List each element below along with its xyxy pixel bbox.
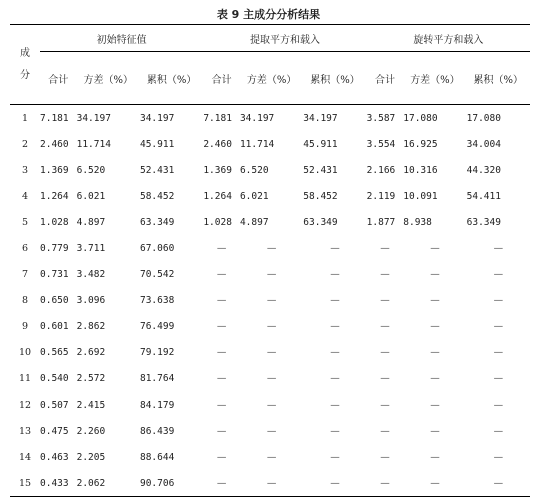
table-row [10, 157, 530, 183]
table-row [10, 131, 530, 157]
table-cell: 34.197 [139, 112, 175, 124]
table-cell: 1.369 [40, 164, 69, 176]
table-cell: — [380, 477, 390, 489]
table-row [10, 105, 530, 132]
table-cell: — [430, 399, 440, 411]
table-cell: 0.433 [40, 477, 69, 489]
table-cell: 17.080 [403, 112, 438, 124]
table-cell: — [266, 321, 277, 333]
component-number: 5 [21, 216, 29, 228]
table-cell: 3.096 [76, 295, 106, 307]
table-cell: — [216, 347, 227, 359]
table-cell: 1.028 [203, 216, 232, 228]
table-cell: — [330, 295, 340, 307]
table-cell: — [330, 243, 340, 255]
table-cell: 3.482 [76, 269, 106, 281]
sub-cumulative: 累积（%） [146, 74, 197, 86]
table-cell: — [493, 295, 504, 307]
table-cell: — [216, 399, 227, 411]
component-number: 12 [18, 399, 32, 411]
table-row [10, 392, 530, 418]
table-cell: — [330, 399, 340, 411]
table-cell: 73.638 [139, 295, 175, 307]
table-cell: — [266, 243, 277, 255]
component-number: 14 [18, 451, 32, 463]
table-cell: 0.779 [40, 243, 69, 255]
header-group-row [10, 25, 530, 52]
table-cell: 58.452 [303, 190, 338, 202]
table-cell: 1.028 [40, 216, 69, 228]
component-number: 8 [21, 295, 29, 307]
table-cell: 63.349 [466, 216, 501, 228]
table-cell: 3.587 [366, 112, 396, 124]
table-cell: 6.021 [239, 190, 269, 202]
table-cell: 10.091 [403, 190, 438, 202]
table-cell: — [330, 269, 340, 281]
table-row [10, 444, 530, 470]
table-cell: 0.731 [40, 269, 69, 281]
table-cell: — [216, 425, 227, 437]
table-cell: — [380, 243, 390, 255]
pca-results-table [10, 24, 530, 497]
table-cell: — [493, 477, 504, 489]
group-rotation-loadings: 旋转平方和载入 [367, 25, 530, 52]
table-cell: — [430, 321, 440, 333]
table-cell: — [430, 243, 440, 255]
table-cell: — [216, 373, 227, 385]
table-cell: 34.197 [76, 112, 111, 124]
table-cell: 52.431 [139, 164, 175, 176]
table-cell: — [380, 425, 390, 437]
table-cell: 2.260 [76, 425, 106, 437]
table-cell: — [216, 269, 227, 281]
table-cell: 45.911 [303, 138, 338, 150]
table-cell: 2.862 [76, 321, 106, 333]
table-cell: — [430, 373, 440, 385]
table-caption: 表 9 主成分分析结果 [216, 8, 321, 21]
table-cell: 2.205 [76, 451, 106, 463]
table-row [10, 470, 530, 497]
table-cell: 45.911 [139, 138, 175, 150]
table-cell: — [266, 425, 277, 437]
table-cell: 8.938 [403, 216, 432, 228]
table-cell: 52.431 [303, 164, 338, 176]
table-cell: — [493, 347, 504, 359]
table-cell: — [430, 451, 440, 463]
table-cell: — [216, 477, 227, 489]
table-cell: — [266, 347, 277, 359]
table-cell: — [266, 269, 277, 281]
table-cell: 2.460 [203, 138, 232, 150]
component-number: 4 [21, 190, 29, 202]
component-number: 13 [18, 425, 32, 437]
table-cell: 34.004 [466, 138, 501, 150]
table-body [10, 105, 530, 497]
table-cell: — [330, 321, 340, 333]
table-row [10, 418, 530, 444]
table-cell: 86.439 [139, 425, 175, 437]
table-cell: — [216, 295, 227, 307]
table-cell: 0.463 [40, 451, 69, 463]
table-cell: 11.714 [239, 138, 275, 150]
table-cell: — [380, 451, 390, 463]
table-cell: 6.520 [76, 164, 106, 176]
table-cell: 16.925 [403, 138, 438, 150]
group-extraction-loadings: 提取平方和载入 [203, 25, 366, 52]
component-number: 11 [18, 373, 32, 385]
component-number: 7 [21, 269, 29, 281]
component-header [10, 25, 40, 105]
table-cell: — [216, 243, 227, 255]
table-cell: 3.711 [76, 243, 106, 255]
table-cell: 2.692 [76, 347, 106, 359]
sub-total: 合计 [48, 74, 69, 86]
table-cell: 54.411 [466, 190, 501, 202]
table-cell: — [380, 269, 390, 281]
component-number: 9 [21, 321, 29, 333]
table-cell: — [266, 295, 277, 307]
table-cell: 6.520 [239, 164, 269, 176]
sub-variance: 方差（%） [246, 74, 297, 86]
table-row [10, 209, 530, 235]
component-number: 15 [18, 477, 32, 489]
table-row [10, 340, 530, 366]
component-number: 6 [21, 243, 29, 255]
table-cell: 2.415 [76, 399, 106, 411]
table-cell: — [330, 373, 340, 385]
table-cell: — [430, 269, 440, 281]
table-cell: 63.349 [139, 216, 175, 228]
table-cell: — [216, 321, 227, 333]
table-cell: 17.080 [466, 112, 501, 124]
table-cell: 7.181 [40, 112, 69, 124]
component-header-line1: 成 [20, 47, 30, 59]
group-initial-eigenvalues: 初始特征值 [40, 25, 203, 52]
table-cell: 4.897 [76, 216, 106, 228]
table-cell: 11.714 [76, 138, 111, 150]
table-cell: 70.542 [139, 269, 175, 281]
component-number: 2 [21, 138, 29, 150]
table-cell: — [380, 295, 390, 307]
table-cell: — [330, 451, 340, 463]
table-cell: 2.460 [40, 138, 69, 150]
table-cell: — [266, 451, 277, 463]
header-sub-row [10, 52, 530, 105]
table-row [10, 288, 530, 314]
table-row [10, 262, 530, 288]
table-cell: 0.601 [40, 321, 69, 333]
table-cell: — [380, 347, 390, 359]
table-cell: 58.452 [139, 190, 175, 202]
table-cell: 84.179 [139, 399, 175, 411]
component-number: 10 [18, 347, 32, 359]
table-cell: 88.644 [139, 451, 175, 463]
sub-total: 合计 [211, 74, 232, 86]
sub-cumulative: 累积（%） [473, 74, 524, 86]
table-cell: 1.877 [366, 216, 396, 228]
table-cell: — [493, 451, 504, 463]
table-cell: 67.060 [139, 243, 175, 255]
table-cell: — [330, 477, 340, 489]
table-cell: 0.565 [40, 347, 69, 359]
table-cell: 3.554 [366, 138, 396, 150]
table-cell: — [266, 399, 277, 411]
table-cell: — [430, 347, 440, 359]
component-header-line2: 分 [20, 69, 30, 81]
table-cell: 7.181 [203, 112, 232, 124]
table-cell: 2.166 [366, 164, 396, 176]
table-cell: 1.264 [203, 190, 232, 202]
table-cell: — [430, 295, 440, 307]
table-cell: — [430, 425, 440, 437]
table-cell: 76.499 [139, 321, 175, 333]
table-cell: 2.572 [76, 373, 106, 385]
table-cell: — [493, 425, 504, 437]
table-cell: — [493, 269, 504, 281]
table-cell: — [216, 451, 227, 463]
sub-variance: 方差（%） [410, 74, 460, 86]
table-cell: 90.706 [139, 477, 175, 489]
table-cell: 10.316 [403, 164, 438, 176]
table-cell: 79.192 [139, 347, 175, 359]
table-row [10, 314, 530, 340]
sub-total: 合计 [374, 74, 395, 86]
table-cell: — [493, 373, 504, 385]
sub-cumulative: 累积（%） [310, 74, 360, 86]
table-cell: — [380, 373, 390, 385]
table-cell: — [380, 399, 390, 411]
table-cell: 81.764 [139, 373, 175, 385]
table-cell: — [493, 321, 504, 333]
table-cell: 0.540 [40, 373, 69, 385]
table-cell: — [380, 321, 390, 333]
table-cell: 63.349 [303, 216, 338, 228]
component-number: 3 [21, 164, 29, 176]
table-cell: 1.264 [40, 190, 69, 202]
table-cell: — [493, 399, 504, 411]
table-cell: 34.197 [239, 112, 275, 124]
sub-variance: 方差（%） [83, 74, 134, 86]
table-cell: — [266, 373, 277, 385]
table-row [10, 183, 530, 209]
component-number: 1 [21, 112, 29, 124]
table-cell: 0.507 [40, 399, 69, 411]
table-cell: 44.320 [466, 164, 501, 176]
table-row [10, 366, 530, 392]
table-cell: — [430, 477, 440, 489]
table-cell: — [330, 347, 340, 359]
table-cell: 6.021 [76, 190, 106, 202]
table-row [10, 235, 530, 261]
table-cell: 0.650 [40, 295, 69, 307]
table-cell: 1.369 [203, 164, 232, 176]
table-cell: 34.197 [303, 112, 338, 124]
table-cell: 2.062 [76, 477, 106, 489]
table-cell: 2.119 [366, 190, 396, 202]
table-cell: 4.897 [239, 216, 269, 228]
table-cell: — [330, 425, 340, 437]
table-cell: 0.475 [40, 425, 69, 437]
table-cell: — [266, 477, 277, 489]
table-cell: — [493, 243, 504, 255]
